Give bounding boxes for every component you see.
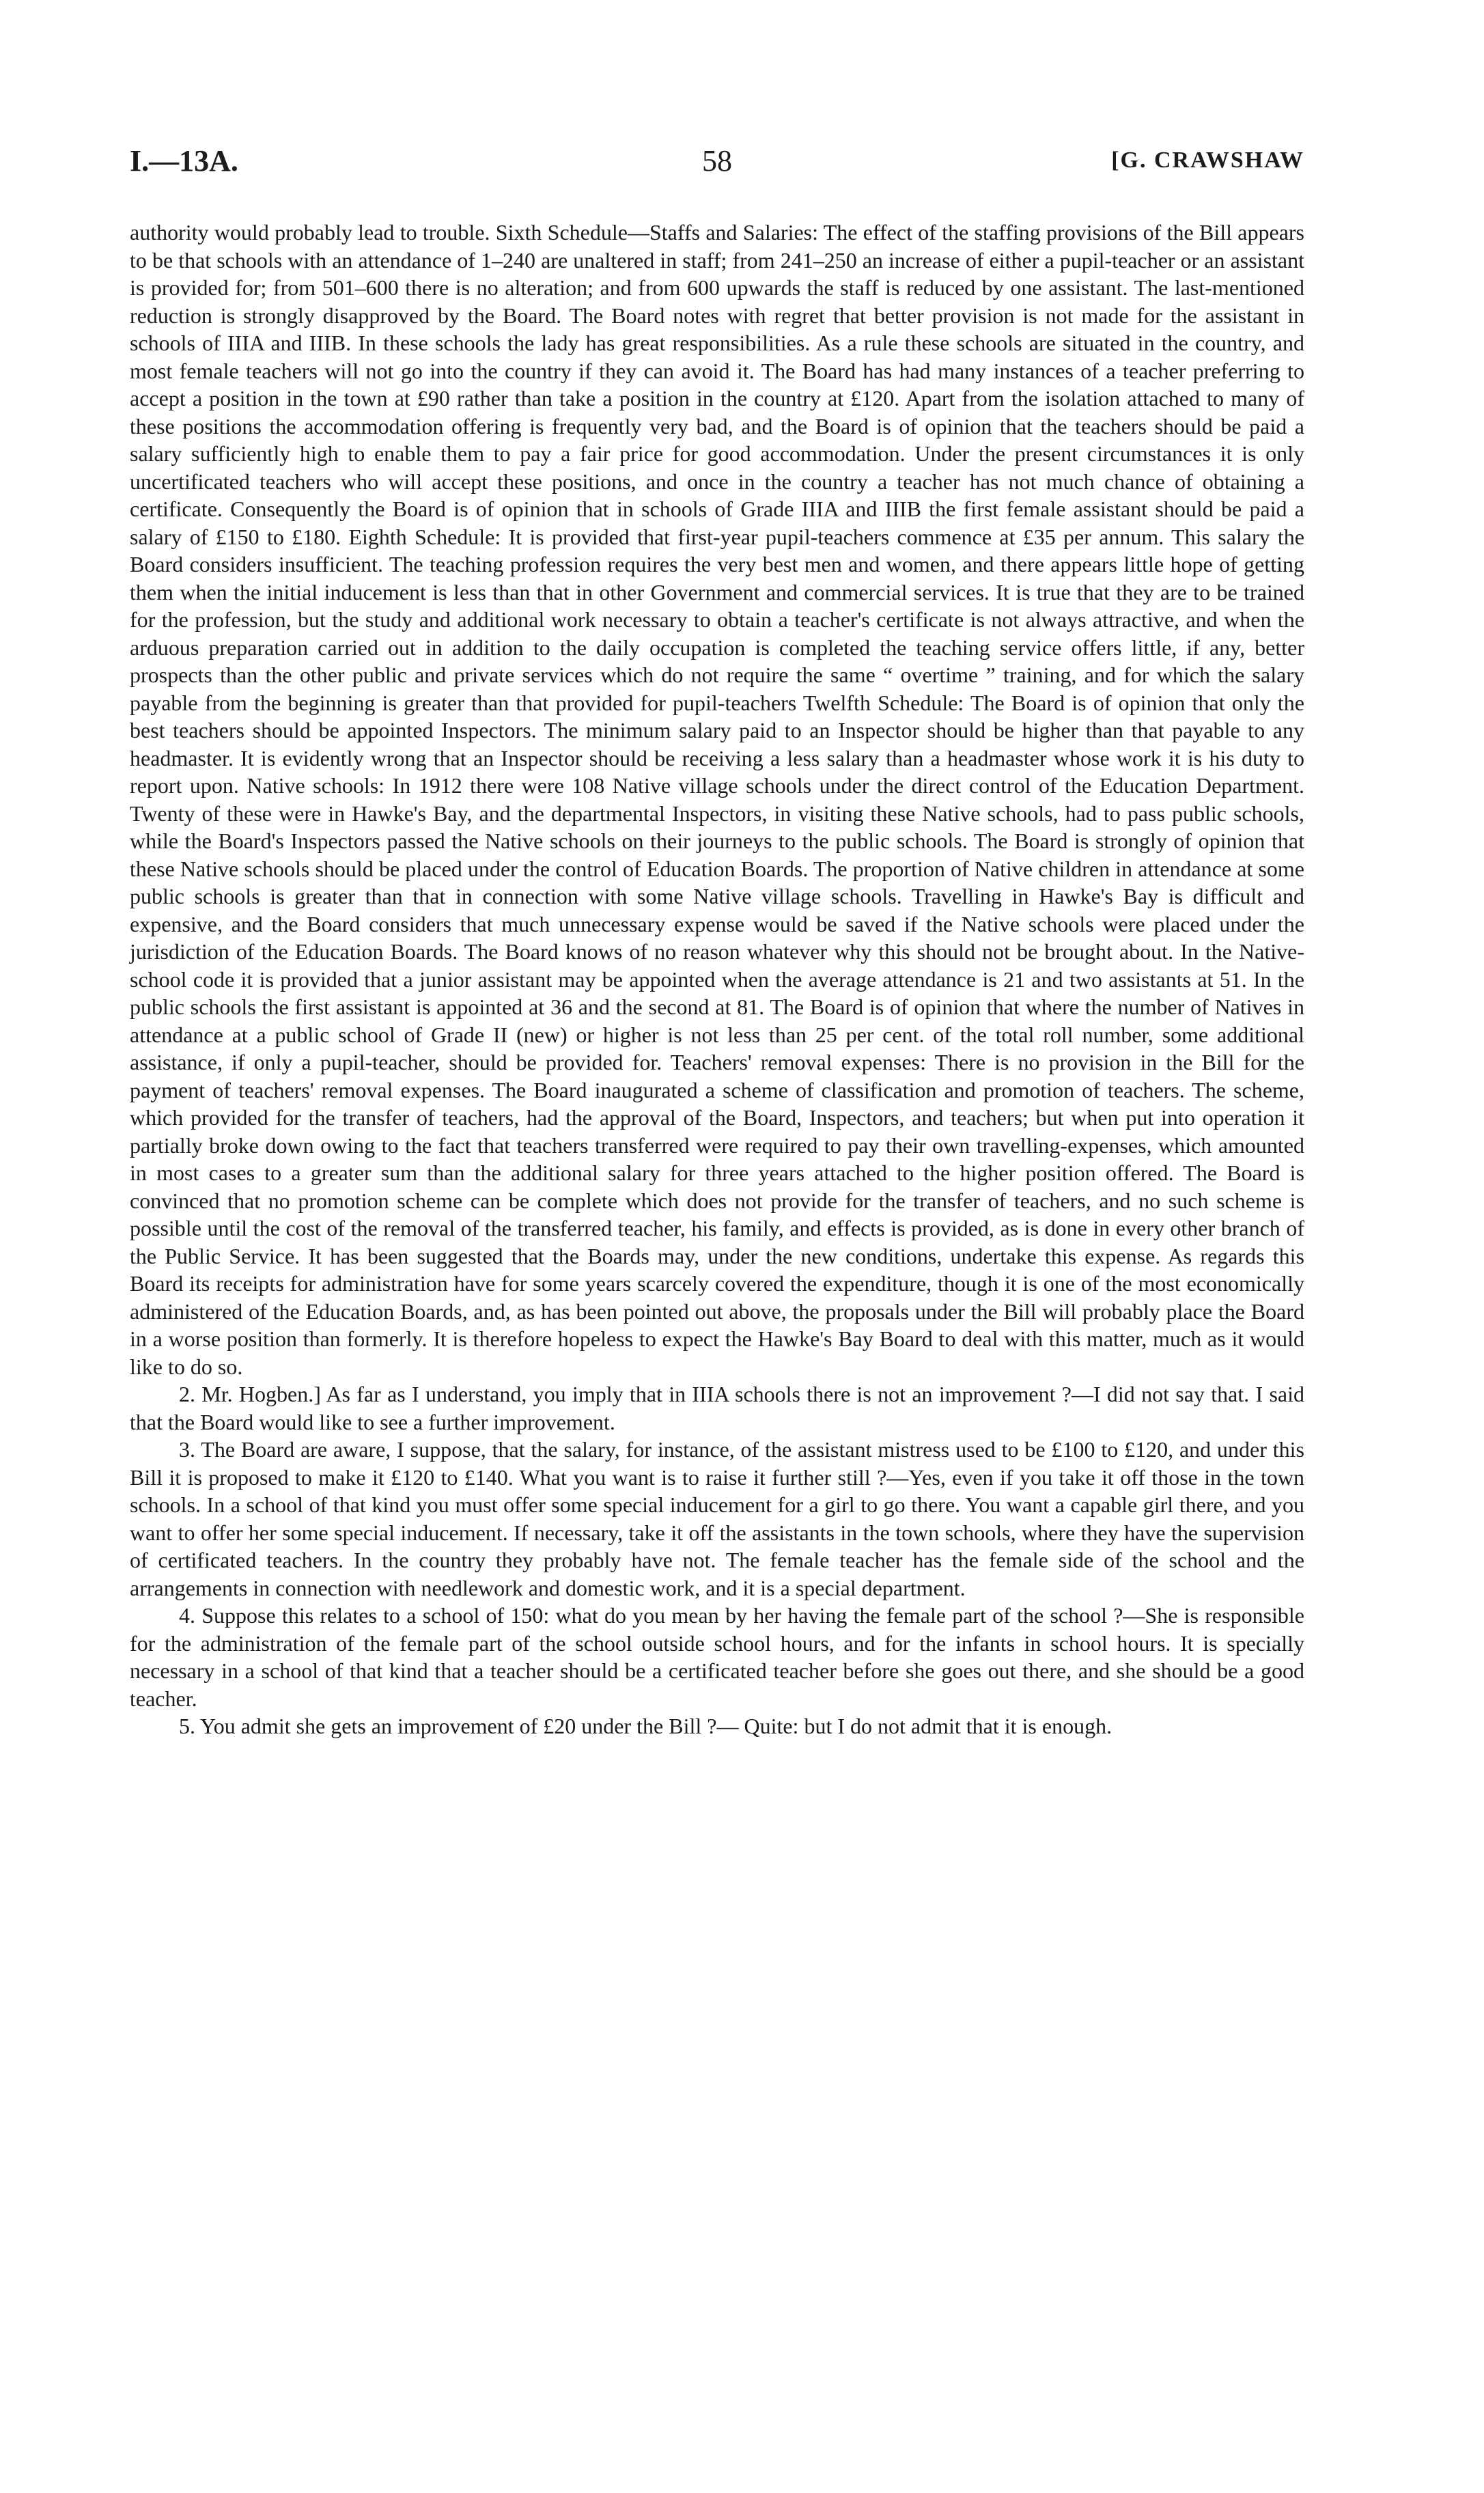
question-answer-2: 2. Mr. Hogben.] As far as I understand, you imply that in IIIA schools there is not an improvement ?—I did not say that. I said that the Board would like to see a further improvement. [130,1382,1304,1434]
document-page [130,143,1304,1740]
document-reference: I.—13A. [130,144,238,178]
page-number: 58 [702,144,732,178]
witness-name: [G. CRAWSHAW [1111,148,1304,173]
question-answer-5: 5. You admit she gets an improvement of £20 under the Bill ?— Quite: but I do not admit that it is enough. [179,1714,1112,1738]
document-body [130,219,1304,1740]
question-answer-4: 4. Suppose this relates to a school of 150: what do you mean by her having the female part of the school ?—She is responsible for the administration of the female part of the school outside school hours, and for the infants in school hours. It is specially necessary in a school of that kind that a teacher should be a certificated teacher before she goes out there, and she should be a good teacher. [130,1603,1304,1711]
question-answer-3: 3. The Board are aware, I suppose, that the salary, for instance, of the assistant mistress used to be £100 to £120, and under this Bill it is proposed to make it £120 to £140. What you want is to raise it further still ?—Yes, even if you take it off those in the town schools. In a school of that kind you must offer some special inducement for a girl to go there. You want a capable girl there, and you want to offer her some special inducement. If necessary, take it off the assistants in the town schools, where they have the supervision of certificated teachers. In the country they probably have not. The female teacher has the female side of the school and the arrangements in connection with needlework and domestic work, and it is a special department. [130,1437,1304,1600]
page-header [130,143,1304,198]
evidence-paragraph: authority would probably lead to trouble. Sixth Schedule—Staffs and Salaries: The effect of the staffing provisions of the Bill appears to be that schools with an attendance of 1–240 are unaltered in staff; from 241–250 an increase of either a pupil-teacher or an assistant is provided for; from 501–600 there is no alteration; and from 600 upwards the staff is reduced by one assistant. The last-mentioned reduction is strongly disapproved by the Board. The Board notes with regret that better provision is not made for the assistant in schools of IIIA and IIIB. In these schools the lady has great responsibilities. As a rule these schools are situated in the country, and most female teachers will not go into the country if they can avoid it. The Board has had many instances of a teacher preferring to accept a position in the town at £90 rather than take a position in the country at £120. Apart from the isolation attached to many of these positions the accommodation offering is frequently very bad, and the Board is of opinion that the teachers should be paid a salary sufficiently high to enable them to pay a fair price for good accommodation. Under the present circumstances it is only uncertificated teachers who will accept these positions, and once in the country a teacher has not much chance of obtaining a certificate. Consequently the Board is of opinion that in schools of Grade IIIA and IIIB the first female assistant should be paid a salary of £150 to £180. Eighth Schedule: It is provided that first-year pupil-teachers commence at £35 per annum. This salary the Board considers insufficient. The teaching profession requires the very best men and women, and there appears little hope of getting them when the initial inducement is less than that in other Government and commercial services. It is true that they are to be trained for the profession, but the study and additional work necessary to obtain a teacher's certificate is not always attractive, and when the arduous preparation carried out in addition to the daily occupation is completed the teaching service offers little, if any, better prospects than the other public and private services which do not require the same “ overtime ” training, and for which the salary payable from the beginning is greater than that provided for pupil-teachers Twelfth Schedule: The Board is of opinion that only the best teachers should be appointed Inspectors. The minimum salary paid to an Inspector should be higher than that payable to any headmaster. It is evidently wrong that an Inspector should be receiving a less salary than a headmaster whose work it is his duty to report upon. Native schools: In 1912 there were 108 Native village schools under the direct control of the Education Department. Twenty of these were in Hawke's Bay, and the departmental Inspectors, in visiting these Native schools, had to pass public schools, while the Board's Inspectors passed the Native schools on their journeys to the public schools. The Board is strongly of opinion that these Native schools should be placed under the control of Education Boards. The proportion of Native children in attendance at some public schools is greater than that in connection with some Native village schools. Travelling in Hawke's Bay is difficult and expensive, and the Board considers that much unnecessary expense would be saved if the Native schools were placed under the jurisdiction of the Education Boards. The Board knows of no reason whatever why this should not be brought about. In the Native-school code it is provided that a junior assistant may be appointed when the average attendance is 21 and two assistants at 51. In the public schools the first assistant is appointed at 36 and the second at 81. The Board is of opinion that where the number of Natives in attendance at a public school of Grade II (new) or higher is not less than 25 per cent. of the total roll number, some additional assistance, if only a pupil-teacher, should be provided for. Teachers' removal expenses: There is no provision in the Bill for the payment of teachers' removal expenses. The Board inaugurated a scheme of classification and promotion of teachers. The scheme, which provided for the transfer of teachers, had the approval of the Board, Inspectors, and teachers; but when put into operation it partially broke down owing to the fact that teachers transferred were required to pay their own travelling-expenses, which amounted in most cases to a greater sum than the additional salary for three years attached to the higher position offered. The Board is convinced that no promotion scheme can be complete which does not provide for the transfer of teachers, and no such scheme is possible until the cost of the removal of the transferred teacher, his family, and effects is provided, as is done in every other branch of the Public Service. It has been suggested that the Boards may, under the new conditions, undertake this expense. As regards this Board its receipts for administration have for some years scarcely covered the expenditure, though it is one of the most economically administered of the Education Boards, and, as has been pointed out above, the proposals under the Bill will probably place the Board in a worse position than formerly. It is therefore hopeless to expect the Hawke's Bay Board to deal with this matter, much as it would like to do so. [130,220,1304,1379]
